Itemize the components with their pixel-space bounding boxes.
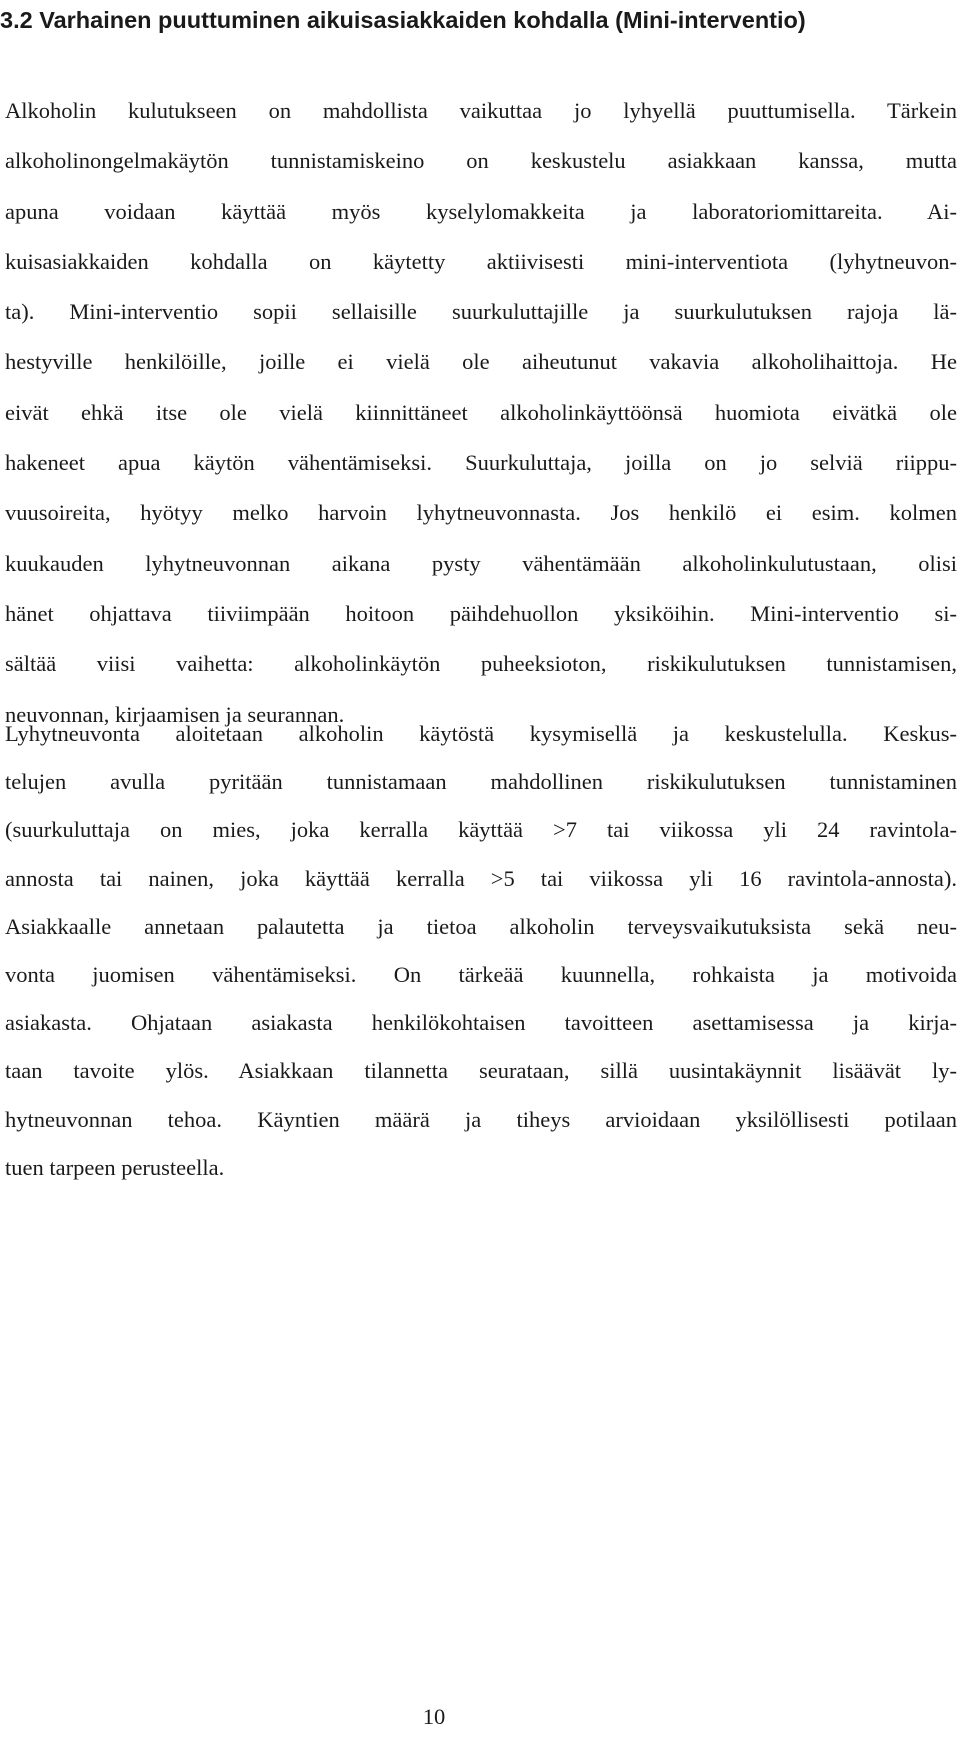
paragraph-mini-intervention-intro bbox=[5, 86, 957, 740]
text-line: sältää viisi vaihetta: alkoholinkäytön puheeksioton, riskikulutuksen tunnistamisen, bbox=[5, 651, 957, 677]
text-line: hakeneet apua käytön vähentämiseksi. Suurkuluttaja, joilla on jo selviä riippu- bbox=[5, 450, 957, 476]
paragraph-brief-counselling bbox=[5, 710, 957, 1192]
section-heading: 3.2 Varhainen puuttuminen aikuisasiakkaiden kohdalla (Mini-interventio) bbox=[0, 7, 806, 33]
text-line: asiakasta. Ohjataan asiakasta henkilökohtaisen tavoitteen asettamisessa ja kirja- bbox=[5, 1010, 957, 1036]
text-line: hestyville henkilöille, joille ei vielä ole aiheutunut vakavia alkoholihaittoja. He bbox=[5, 349, 957, 375]
text-line: telujen avulla pyritään tunnistamaan mahdollinen riskikulutuksen tunnistaminen bbox=[5, 769, 957, 795]
text-line: hytneuvonnan tehoa. Käyntien määrä ja tiheys arvioidaan yksilöllisesti potilaan bbox=[5, 1106, 957, 1132]
text-line: (suurkuluttaja on mies, joka kerralla käyttää >7 tai viikossa yli 24 ravintola- bbox=[5, 817, 957, 843]
text-line: alkoholinongelmakäytön tunnistamiskeino on keskustelu asiakkaan kanssa, mutta bbox=[5, 148, 957, 174]
text-line: neuvonnan, kirjaamisen ja seurannan. bbox=[5, 701, 345, 727]
text-line: Asiakkaalle annetaan palautetta ja tietoa alkoholin terveysvaikutuksista sekä neu- bbox=[5, 913, 957, 939]
text-line: eivät ehkä itse ole vielä kiinnittäneet alkoholinkäyttöönsä huomiota eivätkä ole bbox=[5, 399, 957, 425]
text-line: Lyhytneuvonta aloitetaan alkoholin käytöstä kysymisellä ja keskustelulla. Keskus- bbox=[5, 721, 957, 746]
page-number: 10 bbox=[422, 1704, 446, 1729]
text-line: tuen tarpeen perusteella. bbox=[5, 1154, 225, 1180]
text-line: kuisasiakkaiden kohdalla on käytetty aktiivisesti mini-interventiota (lyhytneuvon- bbox=[5, 248, 957, 274]
text-line: ta). Mini-interventio sopii sellaisille suurkuluttajille ja suurkulutuksen rajoja lä- bbox=[5, 299, 957, 325]
text-line: vuusoireita, hyötyy melko harvoin lyhytneuvonnasta. Jos henkilö ei esim. kolmen bbox=[5, 500, 957, 526]
text-line: hänet ohjattava tiiviimpään hoitoon päihdehuollon yksiköihin. Mini-interventio si- bbox=[5, 600, 957, 626]
text-line: kuukauden lyhytneuvonnan aikana pysty vähentämään alkoholinkulutustaan, olisi bbox=[5, 550, 957, 576]
text-line: annosta tai nainen, joka käyttää kerralla >5 tai viikossa yli 16 ravintola-annosta). bbox=[5, 865, 957, 891]
text-line: apuna voidaan käyttää myös kyselylomakkeita ja laboratoriomittareita. Ai- bbox=[5, 198, 957, 224]
text-line: Alkoholin kulutukseen on mahdollista vaikuttaa jo lyhyellä puuttumisella. Tärkein bbox=[5, 98, 957, 123]
text-line: taan tavoite ylös. Asiakkaan tilannetta seurataan, sillä uusintakäynnit lisäävät ly- bbox=[5, 1058, 957, 1084]
text-line: vonta juomisen vähentämiseksi. On tärkeää kuunnella, rohkaista ja motivoida bbox=[5, 961, 957, 987]
